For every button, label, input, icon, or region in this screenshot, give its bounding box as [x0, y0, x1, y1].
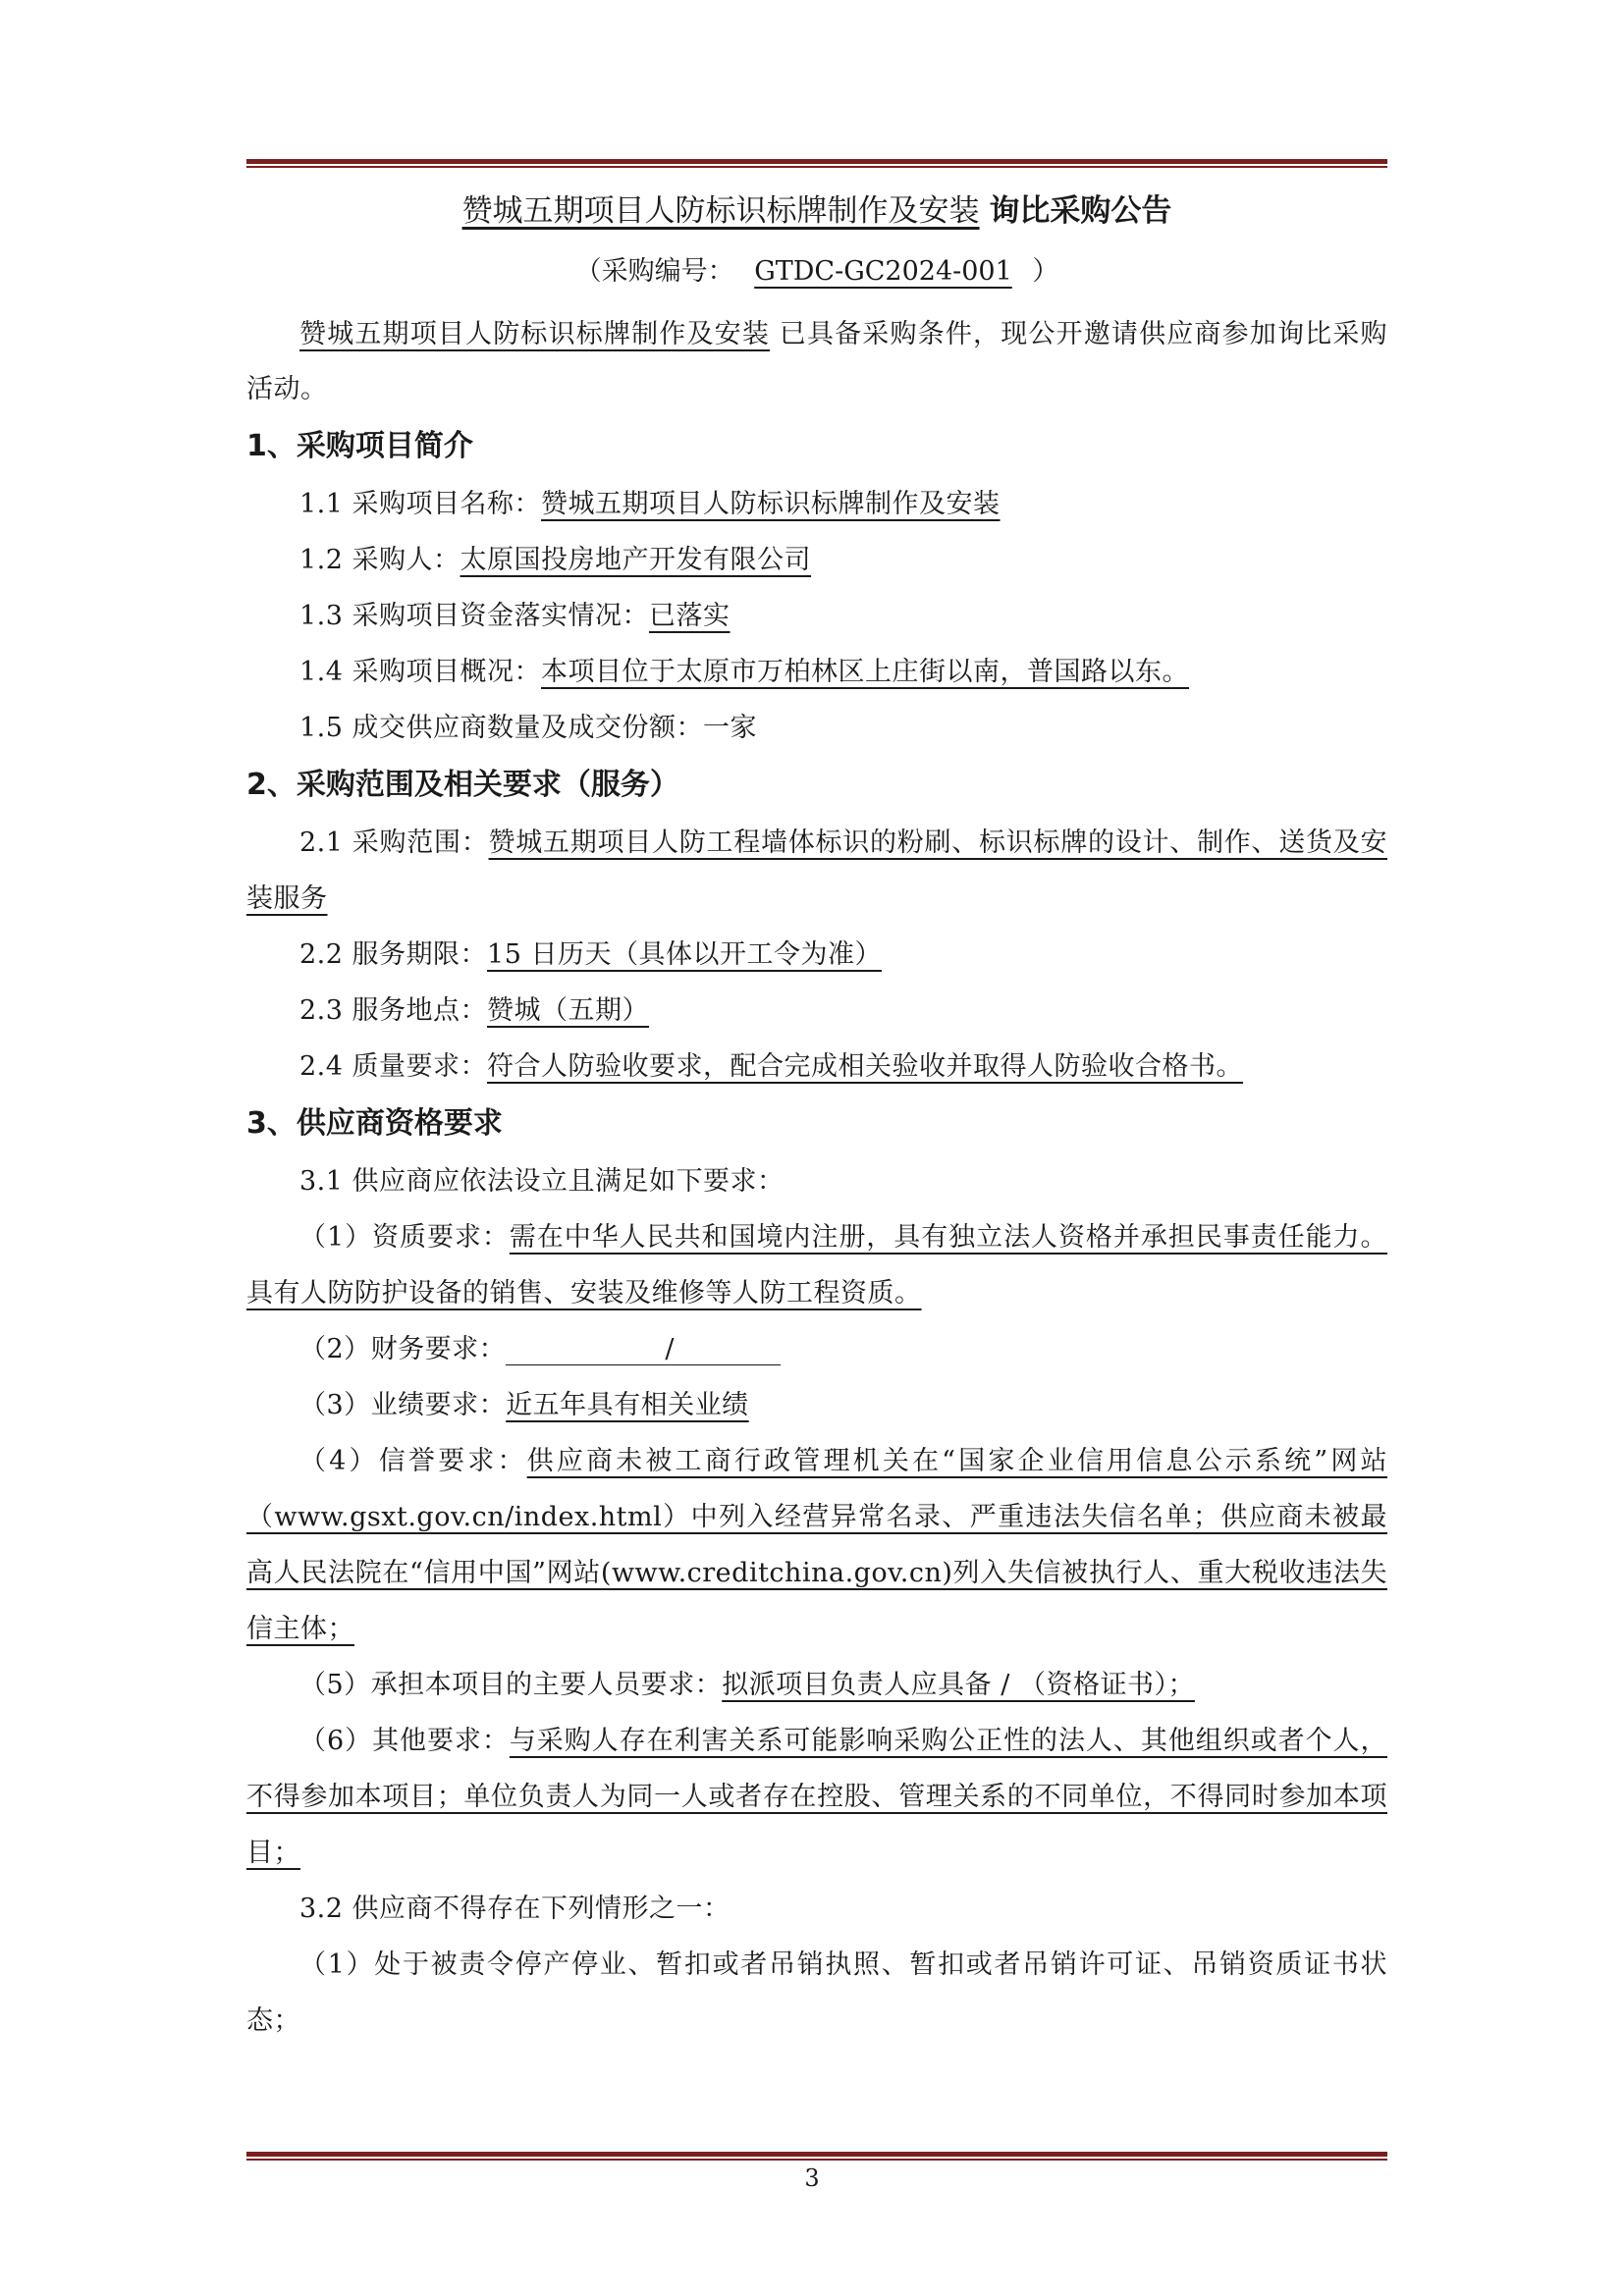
code-prefix: （采购编号：: [574, 256, 734, 287]
s3-sub2: 3.2 供应商不得存在下列情形之一：: [299, 1894, 731, 1924]
intro-paragraph: [246, 307, 1387, 417]
s3-sub1: 3.1 供应商应依法设立且满足如下要求：: [299, 1166, 785, 1197]
intro-project-name: 赞城五期项目人防标识标牌制作及安装: [299, 319, 771, 349]
s2-item: 2.4 质量要求：符合人防验收要求，配合完成相关验收并取得人防验收合格书。: [299, 1051, 1244, 1082]
s3-req: （2）财务要求： /: [246, 1321, 1387, 1377]
code-value: GTDC-GC2024-001: [754, 256, 1012, 287]
procurement-code: [246, 252, 1387, 307]
section-3-heading: 3、供应商资格要求: [246, 1106, 503, 1141]
title-suffix: 询比采购公告: [989, 193, 1172, 229]
page-number: 3: [804, 2164, 820, 2192]
s2-item: 2.2 服务期限：15 日历天（具体以开工令为准）: [299, 939, 882, 970]
s1-item: 1.3 采购项目资金落实情况：已落实: [299, 601, 731, 631]
s2-item: 2.3 服务地点：赞城（五期）: [299, 995, 650, 1026]
header-rule: [246, 159, 1387, 168]
s3-req: （4）信誉要求：供应商未被工商行政管理机关在“国家企业信用信息公示系统”网站（www.gsxt.gov.cn/index.html）中列入经营异常名录、严重违法失信名单；供应商未被最高人民法院在“信用中国”网站(www.creditchina.gov.cn)列入失信被执行人、重大税收违法失信主体；: [246, 1446, 1387, 1644]
section-1-heading: 1、采购项目简介: [246, 429, 473, 463]
s3-req: （5）承担本项目的主要人员要求：拟派项目负责人应具备 / （资格证书）；: [299, 1670, 1195, 1700]
section-2-heading: 2、采购范围及相关要求（服务）: [246, 768, 679, 802]
code-suffix: ）: [1032, 256, 1059, 287]
document-title: [246, 191, 1387, 252]
s3-req: （6）其他要求：与采购人存在利害关系可能影响采购公正性的法人、其他组织或者个人，不得参加本项目；单位负责人为同一人或者存在控股、管理关系的不同单位，不得同时参加本项目；: [246, 1726, 1388, 1868]
s1-item: 1.4 采购项目概况：本项目位于太原市万柏林区上庄街以南，普国路以东。: [299, 657, 1190, 687]
s1-item: 1.1 采购项目名称：赞城五期项目人防标识标牌制作及安装: [299, 489, 1001, 519]
footer-rule: [246, 2152, 1387, 2161]
s2-item: 2.1 采购范围：赞城五期项目人防工程墙体标识的粉刷、标识标牌的设计、制作、送货及安装服务: [246, 828, 1388, 914]
s3-req: （1）资质要求：需在中华人民共和国境内注册，具有独立法人资格并承担民事责任能力。具有人防防护设备的销售、安装及维修等人防工程资质。: [246, 1222, 1388, 1308]
s3-req: （3）业绩要求：近五年具有相关业绩: [299, 1390, 749, 1420]
intro-text: 已具备采购条件，现公开邀请供应商参加询比采购活动。: [246, 319, 1387, 404]
s1-item: 1.2 采购人：太原国投房地产开发有限公司: [299, 545, 812, 575]
s1-item: 1.5 成交供应商数量及成交份额：一家: [299, 713, 758, 743]
s3-cond: （1）处于被责令停产停业、暂扣或者吊销执照、暂扣或者吊销许可证、吊销资质证书状态；: [246, 1949, 1387, 2036]
title-project-name: 赞城五期项目人防标识标牌制作及安装: [461, 193, 980, 229]
document-body: [246, 191, 1387, 2049]
